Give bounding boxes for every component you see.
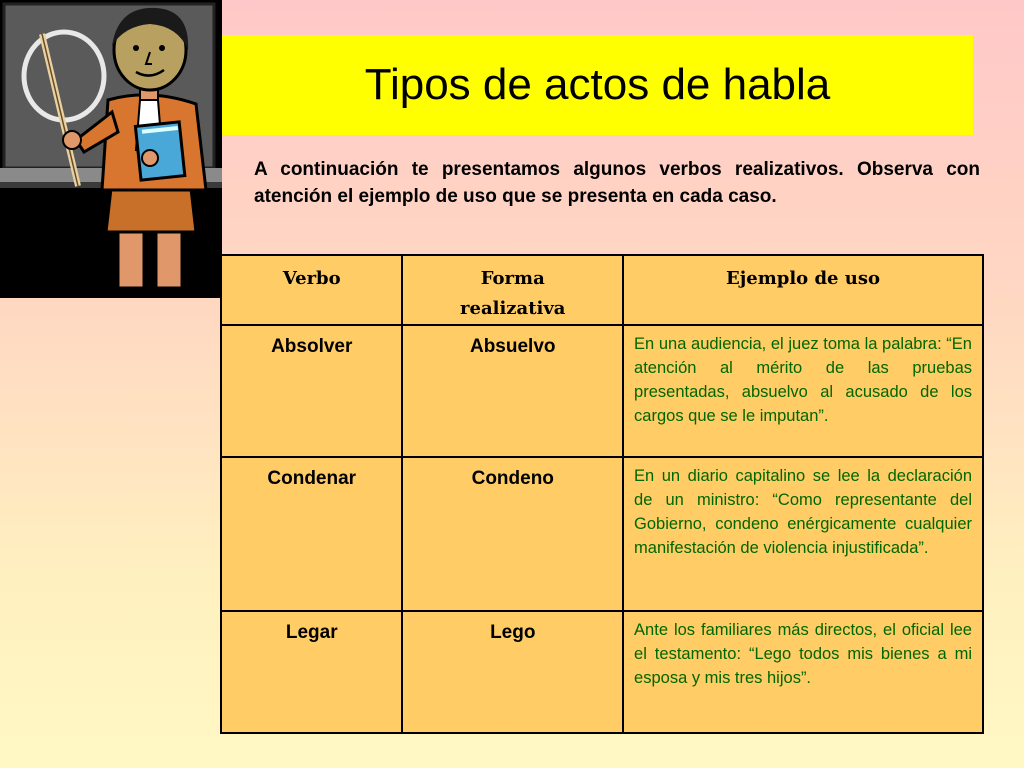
title-banner (222, 35, 973, 135)
header-forma-realizativa (402, 255, 623, 325)
verbs-table (220, 254, 984, 734)
cell-forma: Absuelvo (402, 325, 623, 457)
cell-verbo: Legar (221, 611, 402, 733)
cell-ejemplo: En una audiencia, el juez toma la palabra: “En atención al mérito de las pruebas presentadas, absuelvo al acusado de los cargos que se le imputan”. (623, 325, 983, 457)
teacher-clipart-icon (0, 0, 222, 298)
table-row (221, 325, 983, 457)
header-verbo: Verbo (221, 255, 402, 325)
slide-title: Tipos de actos de habla (364, 60, 831, 109)
cell-verbo: Condenar (221, 457, 402, 611)
table-row (221, 457, 983, 611)
intro-paragraph: A continuación te presentamos algunos verbos realizativos. Observa con atención el ejemplo de uso que se presenta en cada caso. (254, 159, 980, 207)
table-row (221, 611, 983, 733)
cell-ejemplo: Ante los familiares más directos, el oficial lee el testamento: “Lego todos mis bienes a mi esposa y mis tres hijos”. (623, 611, 983, 733)
cell-forma: Condeno (402, 457, 623, 611)
cell-ejemplo: En un diario capitalino se lee la declaración de un ministro: “Como representante del Gobierno, condeno enérgicamente cualquier manifestación de violencia injustificada”. (623, 457, 983, 611)
header-ejemplo-de-uso: Ejemplo de uso (623, 255, 983, 325)
table-header-row (221, 255, 983, 325)
cell-verbo: Absolver (221, 325, 402, 457)
header-forma-realizativa-text: Forma realizativa (460, 268, 566, 319)
cell-forma: Lego (402, 611, 623, 733)
